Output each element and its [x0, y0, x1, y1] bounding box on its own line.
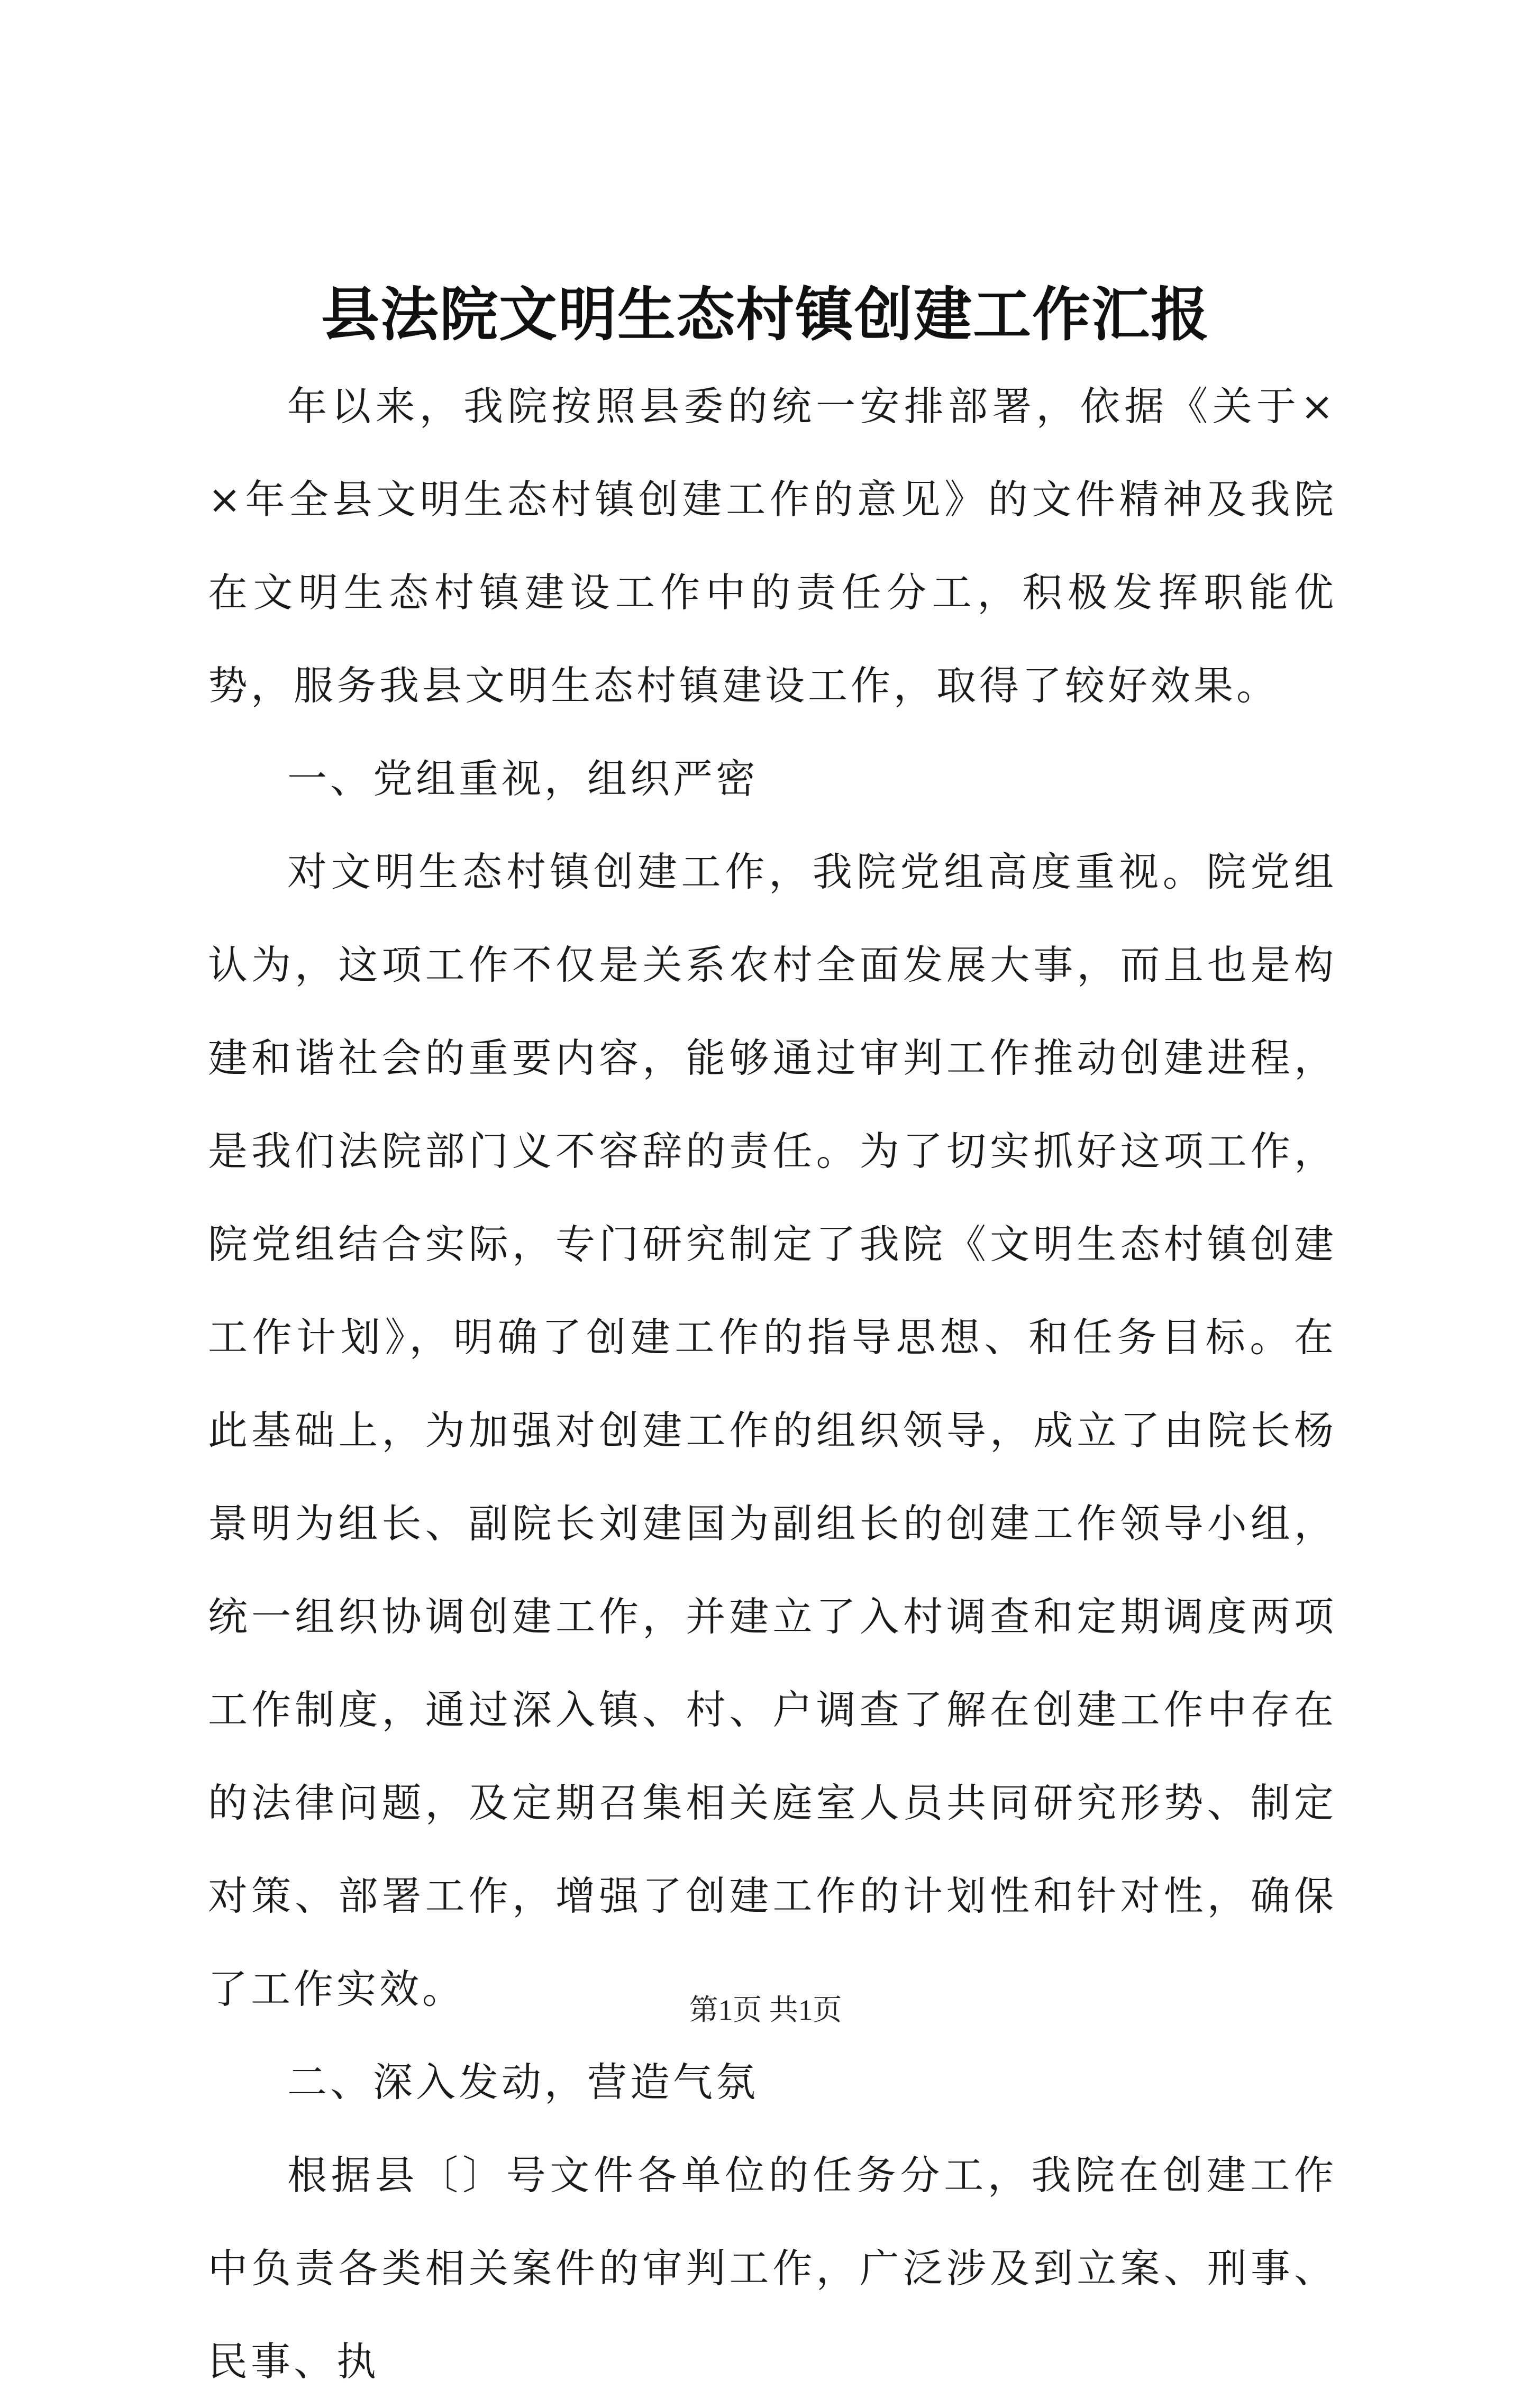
- page-footer: 第1页 共1页: [689, 1994, 842, 2026]
- section-2-paragraph: 根据县〔〕号文件各单位的任务分工，我院在创建工作中负责各类相关案件的审判工作，广泛涉及到立案、刑事、民事、执: [208, 2152, 1337, 2385]
- document-body: [208, 360, 1337, 2408]
- section-1-paragraph: 对文明生态村镇创建工作，我院党组高度重视。院党组认为，这项工作不仅是关系农村全面发展大事，而且也是构建和谐社会的重要内容，能够通过审判工作推动创建进程，是我们法院部门义不容辞的责任。为了切实抓好这项工作，院党组结合实际，专门研究制定了我院《文明生态村镇创建工作计划》，明确了创建工作的指导思想、和任务目标。在此基础上，为加强对创建工作的组织领导，成立了由院长杨景明为组长、副院长刘建国为副组长的创建工作领导小组，统一组织协调创建工作，并建立了入村调查和定期调度两项工作制度，通过深入镇、村、户调查了解在创建工作中存在的法律问题，及定期召集相关庭室人员共同研究形势、制定对策、部署工作，增强了创建工作的计划性和针对性，确保了工作实效。: [208, 849, 1337, 2012]
- intro-paragraph: 年以来，我院按照县委的统一安排部署，依据《关于××年全县文明生态村镇创建工作的意见》的文件精神及我院在文明生态村镇建设工作中的责任分工，积极发挥职能优势，服务我县文明生态村镇建设工作，取得了较好效果。: [208, 383, 1337, 709]
- section-heading-1: 一、党组重视，组织严密: [287, 755, 759, 802]
- section-heading-2: 二、深入发动，营造气氛: [287, 2059, 759, 2105]
- document-title: 县法院文明生态村镇创建工作汇报: [321, 280, 1210, 349]
